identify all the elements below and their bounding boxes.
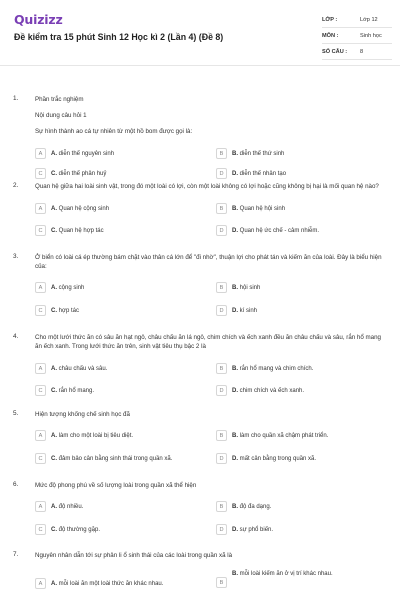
option-letter-box: C [35, 385, 46, 396]
option-d[interactable] [216, 304, 386, 317]
option-a[interactable] [35, 429, 205, 442]
question-text: Nguyên nhân dẫn tới sự phân li ổ sinh thái của các loài trong quần xã là [35, 552, 233, 559]
option-letter-box: D [216, 168, 227, 179]
option-letter-box: C [35, 305, 46, 316]
option-text: C. rắn hổ mang. [51, 387, 95, 394]
option-letter-box: A [35, 430, 46, 441]
meta-row-subject [322, 28, 392, 44]
page-title: Đề kiểm tra 15 phút Sinh 12 Học kì 2 (Lần 4) (Đề 8) [14, 32, 224, 42]
option-letter-box: B [216, 501, 227, 512]
option-text: C. diễn thế phân huỷ [51, 170, 107, 177]
meta-row-count [322, 44, 392, 60]
option-d[interactable] [216, 384, 386, 397]
option-text: A. châu chấu và sâu. [51, 365, 108, 372]
question-text: Ở biển có loài cá ép thường bám chặt vào thân cá lớn để "đi nhờ", thuận lợi cho phát tán và kiếm ăn của loài. Đây là biểu hiện của: [35, 254, 382, 270]
option-b[interactable] [216, 362, 386, 375]
question-text: Sự hình thành ao cá tự nhiên từ một hồ bom được gọi là: [35, 128, 193, 135]
option-text: C. hợp tác [51, 307, 79, 314]
question-subtitle: Nội dung câu hỏi 1 [35, 112, 87, 119]
option-d[interactable] [216, 452, 386, 465]
question-number: 1. [13, 95, 19, 102]
option-text: B. Quan hệ hội sinh [232, 205, 286, 212]
option-b[interactable] [216, 202, 386, 215]
option-text: C. độ thường gặp. [51, 526, 100, 533]
option-letter-box: C [35, 225, 46, 236]
question-number: 5. [13, 410, 19, 417]
option-text: D. diễn thế nhân tạo [232, 170, 287, 177]
option-text: C. Quan hệ hợp tác [51, 227, 104, 234]
meta-table [322, 12, 392, 60]
option-a[interactable] [35, 577, 205, 590]
option-text: B. làm cho quần xã chậm phát triển. [232, 432, 329, 439]
option-letter-box: C [35, 453, 46, 464]
option-c[interactable] [35, 224, 205, 237]
option-text: D. kí sinh [232, 307, 258, 314]
option-letter-box: B [216, 282, 227, 293]
header [0, 0, 400, 66]
question-number: 4. [13, 333, 19, 340]
option-b[interactable] [216, 500, 386, 513]
question-section: Phần trắc nghiệm [35, 96, 84, 103]
option-letter-box: A [35, 203, 46, 214]
option-letter-box: A [35, 501, 46, 512]
option-a[interactable] [35, 281, 205, 294]
meta-value: Sinh học [360, 32, 382, 39]
option-letter-box: A [35, 148, 46, 159]
option-text: B. mỗi loài kiếm ăn ở vị trí khác nhau. [232, 571, 333, 577]
option-b[interactable] [216, 570, 386, 586]
option-c[interactable] [35, 304, 205, 317]
option-letter-box: C [35, 168, 46, 179]
option-b[interactable] [216, 281, 386, 294]
question-number: 2. [13, 182, 19, 189]
option-text: B. rắn hổ mang và chim chích. [232, 365, 314, 372]
option-text: D. Quan hệ ức chế - cảm nhiễm. [232, 227, 320, 234]
option-letter-box: C [35, 524, 46, 535]
option-text: A. làm cho một loài bị tiêu diệt. [51, 432, 134, 439]
option-text: D. mất cân bằng trong quần xã. [232, 455, 317, 462]
option-letter-box: A [35, 282, 46, 293]
option-d[interactable] [216, 167, 386, 180]
meta-label: LỚP : [322, 16, 338, 23]
quizizz-logo: Quizizz [14, 12, 63, 27]
option-text: D. chim chích và ếch xanh. [232, 387, 305, 394]
option-text: A. cộng sinh [51, 284, 85, 291]
option-letter-box: D [216, 305, 227, 316]
question-text: Hiện tượng khống chế sinh học đã [35, 411, 130, 418]
option-b[interactable] [216, 147, 386, 160]
option-a[interactable] [35, 362, 205, 375]
option-d[interactable] [216, 523, 386, 536]
question-text: Cho một lưới thức ăn có sâu ăn hạt ngô, châu chấu ăn lá ngô, chim chích và ếch xanh đều ăn châu chấu và sâu, rắn hổ mang ăn ếch xanh. Trong lưới thức ăn trên, sinh vật tiêu thụ bậc 2 là [35, 334, 381, 350]
option-letter-box: B [216, 203, 227, 214]
option-text: B. hội sinh [232, 284, 261, 291]
option-letter-box: D [216, 225, 227, 236]
option-a[interactable] [35, 147, 205, 160]
question-text: Quan hệ giữa hai loài sinh vật, trong đó một loài có lợi, còn một loài không có lợi hoặc cũng không bị hại là mối quan hệ nào? [35, 183, 379, 190]
meta-value: 8 [360, 48, 364, 55]
option-letter-box: D [216, 385, 227, 396]
question-text: Mức độ phong phú về số lượng loài trong quần xã thể hiện [35, 482, 197, 489]
meta-row-class [322, 12, 392, 28]
option-letter-box: D [216, 524, 227, 535]
option-c[interactable] [35, 167, 205, 180]
option-c[interactable] [35, 452, 205, 465]
meta-label: SỐ CÂU : [322, 48, 348, 55]
meta-label: MÔN : [322, 32, 339, 39]
option-letter-box: B [216, 577, 227, 588]
question-number: 3. [13, 253, 19, 260]
option-a[interactable] [35, 500, 205, 513]
option-text: C. đảm bảo cân bằng sinh thái trong quần xã. [51, 455, 173, 462]
option-letter-box: D [216, 453, 227, 464]
option-letter-box: B [216, 430, 227, 441]
option-text: A. mỗi loài ăn một loài thức ăn khác nhau. [51, 580, 164, 587]
option-letter-box: B [216, 363, 227, 374]
option-c[interactable] [35, 384, 205, 397]
question-number: 7. [13, 551, 19, 558]
option-letter-box: A [35, 578, 46, 589]
question-number: 6. [13, 481, 19, 488]
option-text: A. diễn thế nguyên sinh [51, 150, 115, 157]
option-letter-box: B [216, 148, 227, 159]
option-text: B. diễn thế thứ sinh [232, 150, 285, 157]
option-letter-box: A [35, 363, 46, 374]
option-text: A. Quan hệ cộng sinh [51, 205, 110, 212]
option-text: D. sự phổ biến. [232, 526, 274, 533]
meta-value: Lớp 12 [360, 16, 378, 23]
option-a[interactable] [35, 202, 205, 215]
option-c[interactable] [35, 523, 205, 536]
option-b[interactable] [216, 429, 386, 442]
option-d[interactable] [216, 224, 386, 237]
option-text: B. độ đa dạng. [232, 503, 272, 510]
option-text: A. độ nhiều. [51, 503, 84, 510]
